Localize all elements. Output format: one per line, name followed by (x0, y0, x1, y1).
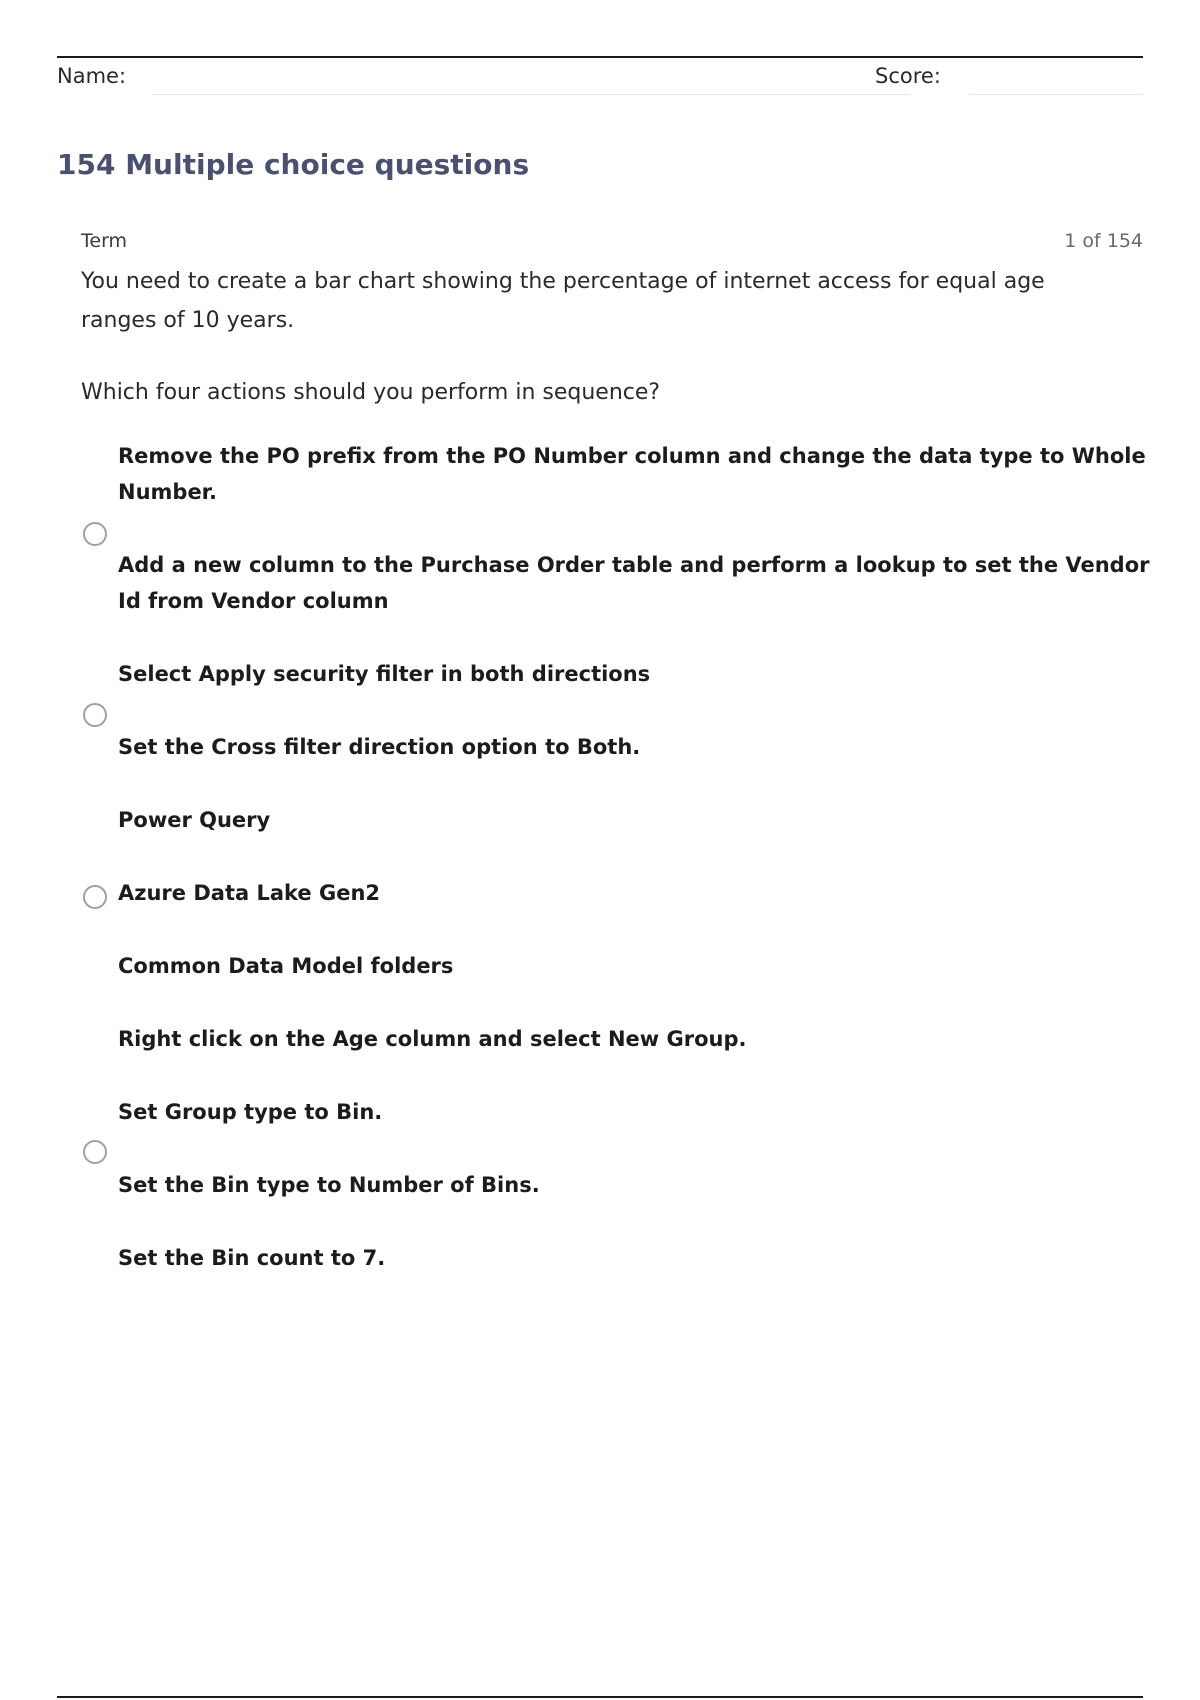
option-1-line-3: Add a new column to the Purchase Order table and perform a lookup to set the Vendor (118, 553, 1150, 577)
option-2-radio[interactable] (83, 703, 107, 727)
option-3-line-3: Common Data Model folders (118, 954, 454, 978)
term-label: Term (81, 230, 128, 252)
option-4-line-3: Set the Bin type to Number of Bins. (118, 1173, 540, 1197)
question-text: Which four actions should you perform in sequence? (81, 380, 661, 405)
score-field-line (969, 94, 1143, 95)
question-counter: 1 of 154 (1064, 230, 1143, 252)
score-label: Score: (875, 64, 941, 88)
option-4-radio[interactable] (83, 1140, 107, 1164)
option-2-line-1: Select Apply security filter in both directions (118, 662, 651, 686)
name-label: Name: (57, 64, 127, 88)
option-1-line-4: Id from Vendor column (118, 589, 389, 613)
option-2-line-2: Set the Cross filter direction option to Both. (118, 735, 641, 759)
name-field-line (152, 94, 910, 95)
option-4-line-4: Set the Bin count to 7. (118, 1246, 386, 1270)
option-4-line-1: Right click on the Age column and select New Group. (118, 1027, 747, 1051)
header-row (57, 60, 1143, 100)
option-1-line-2: Number. (118, 480, 218, 504)
option-4-line-2: Set Group type to Bin. (118, 1100, 383, 1124)
bottom-rule (57, 1696, 1143, 1698)
page-title: 154 Multiple choice questions (57, 148, 530, 181)
option-1-radio[interactable] (83, 522, 107, 546)
option-3-line-2: Azure Data Lake Gen2 (118, 881, 381, 905)
top-rule (57, 56, 1143, 58)
option-1-line-1: Remove the PO prefix from the PO Number column and change the data type to Whole (118, 444, 1146, 468)
option-3-line-1: Power Query (118, 808, 271, 832)
option-3-radio[interactable] (83, 885, 107, 909)
question-prompt: You need to create a bar chart showing the percentage of internet access for equal age ranges of 10 years. (81, 269, 1045, 333)
